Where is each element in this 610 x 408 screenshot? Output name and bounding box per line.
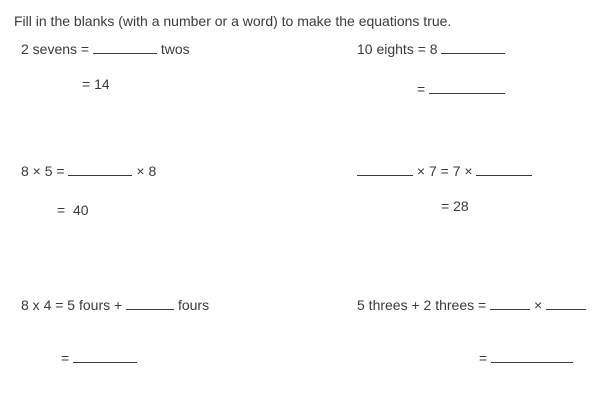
- problem-2-equals: =: [417, 81, 430, 97]
- problem-5-right: fours: [174, 297, 210, 313]
- problem-5-equals: =: [61, 350, 74, 366]
- problem-4-result: = 28: [441, 198, 469, 214]
- problem-4-middle: × 7 = 7 ×: [413, 163, 477, 179]
- problem-6-left: 5 threes + 2 threes =: [357, 297, 491, 313]
- problem-2-result: [417, 80, 505, 97]
- problem-3-result: = 40: [57, 202, 89, 218]
- problem-6-blank-2[interactable]: [546, 296, 586, 310]
- problem-5-left: 8 x 4 = 5 fours +: [21, 297, 127, 313]
- problem-5-blank-2[interactable]: [73, 349, 137, 363]
- problem-6-equation: [357, 296, 586, 313]
- problem-4-equation: [357, 162, 532, 179]
- problem-6-middle: ×: [530, 297, 547, 313]
- problem-3-blank[interactable]: [68, 162, 132, 176]
- problem-1-right: twos: [157, 41, 190, 57]
- problem-5-blank[interactable]: [126, 296, 174, 310]
- problem-5-result: [61, 349, 137, 366]
- problem-4-blank-1[interactable]: [357, 162, 413, 176]
- problem-4-blank-2[interactable]: [476, 162, 532, 176]
- problem-5-equation: [21, 296, 209, 313]
- problem-2-left: 10 eights = 8: [357, 41, 442, 57]
- problem-6-result: [479, 349, 573, 366]
- problem-1-left: 2 sevens =: [21, 41, 93, 57]
- problem-1-result: = 14: [82, 76, 110, 92]
- problem-2-blank-1[interactable]: [441, 40, 505, 54]
- problem-3-left: 8 × 5 =: [21, 163, 69, 179]
- problem-3-equation: [21, 162, 156, 179]
- instructions-text: Fill in the blanks (with a number or a word) to make the equations true.: [14, 13, 452, 29]
- problem-1-blank[interactable]: [93, 40, 157, 54]
- problem-2-equation: [357, 40, 505, 57]
- problem-6-blank-3[interactable]: [491, 349, 573, 363]
- problem-3-right: × 8: [132, 163, 157, 179]
- problem-1-equation: [21, 40, 190, 57]
- problem-6-blank-1[interactable]: [490, 296, 530, 310]
- problem-2-blank-2[interactable]: [429, 80, 505, 94]
- problem-6-equals: =: [479, 350, 492, 366]
